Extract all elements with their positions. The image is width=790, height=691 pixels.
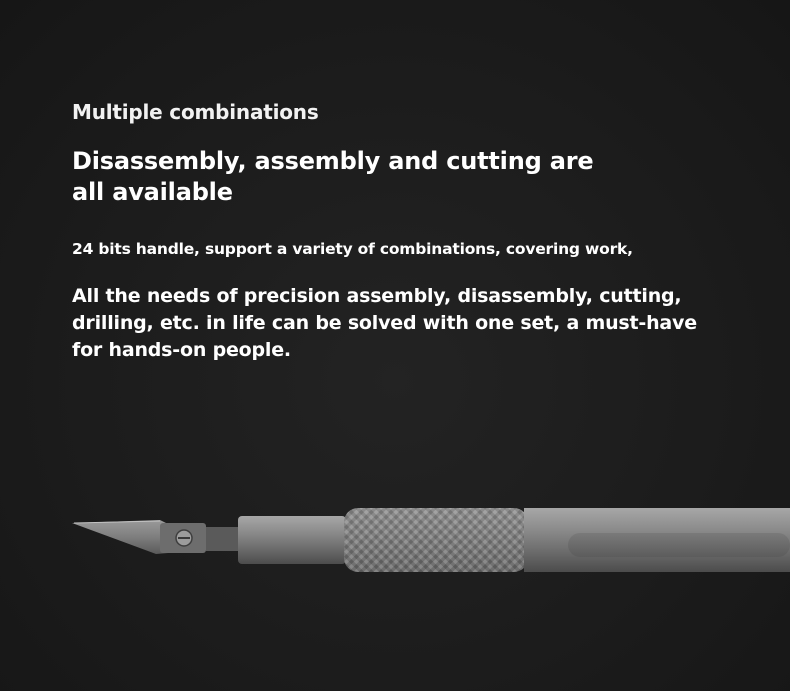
headline: Multiple combinations bbox=[72, 100, 319, 124]
page-title: Disassembly, assembly and cutting are all available bbox=[72, 147, 594, 206]
collar bbox=[238, 516, 346, 564]
precision-knife-screwdriver-icon bbox=[0, 480, 790, 600]
feature-paragraph: All the needs of precision assembly, disassembly, cutting, drilling, etc. in life can be solved with one set, a must-have for hands-on people. bbox=[72, 285, 697, 361]
feature-line: 24 bits handle, support a variety of combinations, covering work, bbox=[72, 240, 633, 258]
handle-groove bbox=[568, 533, 790, 557]
blade bbox=[72, 520, 168, 554]
